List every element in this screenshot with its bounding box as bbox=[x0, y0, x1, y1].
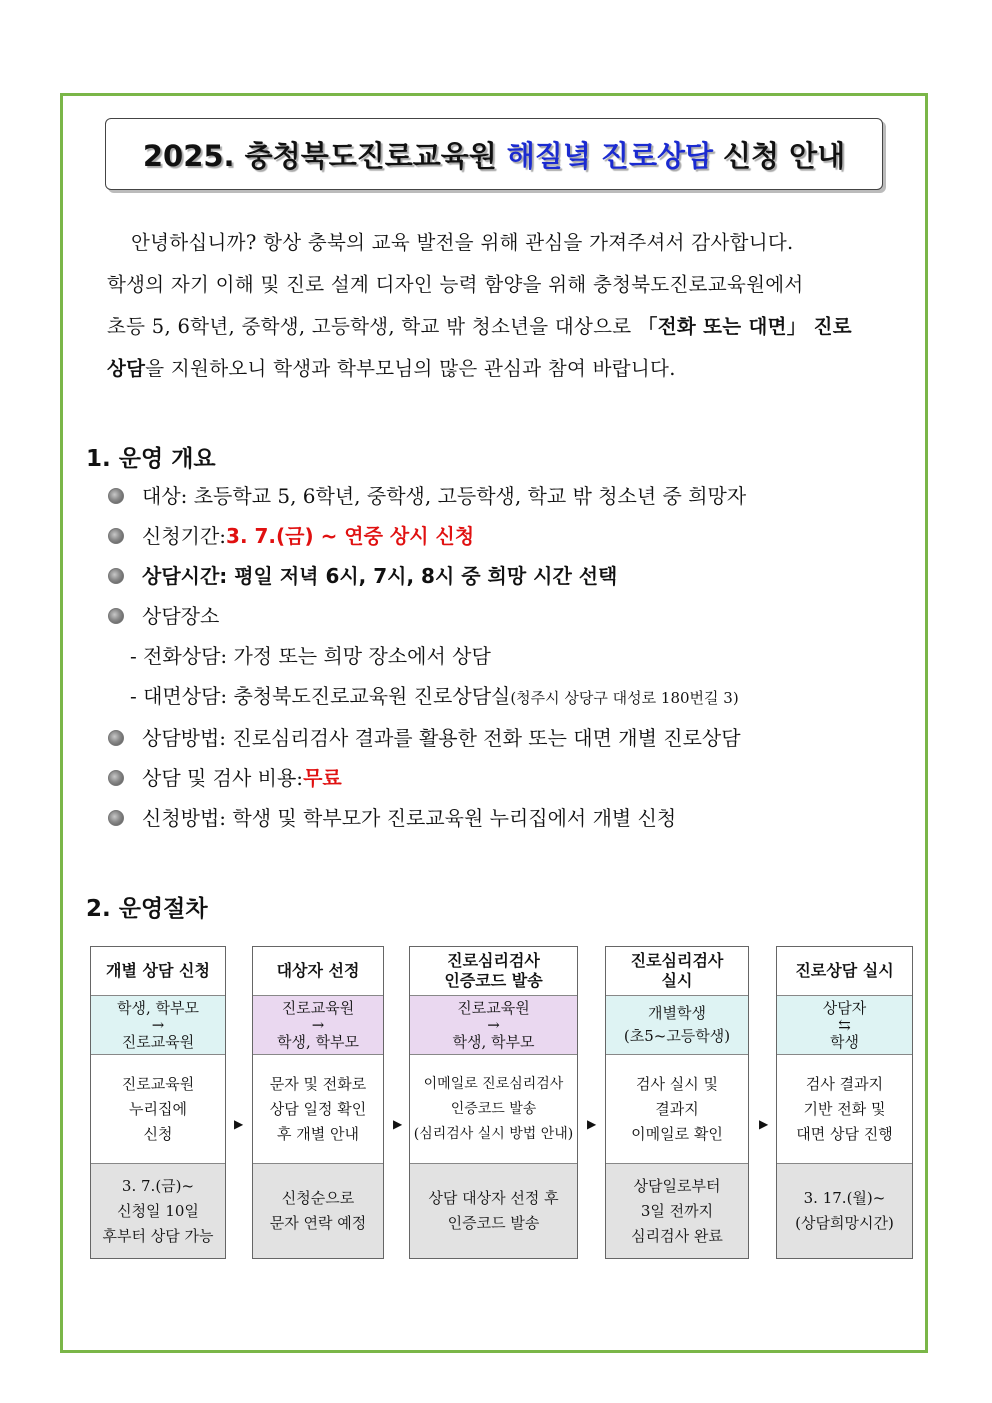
step-who: 상담자 ⇆ 학생 bbox=[777, 996, 912, 1055]
section-2-heading: 2. 운영절차 bbox=[86, 896, 208, 922]
place-visit-text: - 대면상담: 충청북도진로교육원 진로상담실 bbox=[130, 684, 511, 708]
title-part-2: 해질녘 진로상담 bbox=[506, 138, 713, 173]
apply-text: 신청방법: 학생 및 학부모가 진로교육원 누리집에서 개별 신청 bbox=[142, 806, 677, 830]
step-counsel bbox=[776, 946, 913, 1259]
step-who: 진로교육원 → 학생, 학부모 bbox=[253, 996, 383, 1055]
bullet-cost bbox=[108, 758, 908, 798]
step-action: 진로교육원 누리집에 신청 bbox=[91, 1055, 225, 1164]
overview-list bbox=[108, 476, 908, 838]
arrow-right-icon: ▶ bbox=[234, 1117, 244, 1131]
step-test bbox=[605, 946, 749, 1259]
step-header: 진로상담 실시 bbox=[777, 947, 912, 996]
period-label: 신청기간: bbox=[142, 524, 227, 548]
intro-line-2: 학생의 자기 이해 및 진로 설계 디자인 능력 함양을 위해 충청북도진로교육원에서 bbox=[107, 273, 804, 296]
method-text: 상담방법: 진로심리검사 결과를 활용한 전화 또는 대면 개별 진로상담 bbox=[142, 726, 741, 750]
arrow-right-icon: ▶ bbox=[393, 1117, 403, 1131]
cost-label: 상담 및 검사 비용: bbox=[142, 766, 304, 790]
intro-line-3-bold: 「전화 또는 대면」 진로 bbox=[637, 315, 852, 338]
arrow-right-icon: ▶ bbox=[759, 1117, 769, 1131]
title-part-3: 신청 안내 bbox=[723, 138, 846, 173]
bullet-dot-icon bbox=[108, 608, 124, 624]
period-value: 3. 7.(금) ~ 연중 상시 신청 bbox=[226, 524, 475, 548]
step-action: 검사 결과지 기반 전화 및 대면 상담 진행 bbox=[777, 1055, 912, 1164]
bullet-dot-icon bbox=[108, 568, 124, 584]
bullet-dot-icon bbox=[108, 528, 124, 544]
step-action: 문자 및 전화로 상담 일정 확인 후 개별 안내 bbox=[253, 1055, 383, 1164]
step-header: 대상자 선정 bbox=[253, 947, 383, 996]
step-action: 이메일로 진로심리검사 인증코드 발송 (심리검사 실시 방법 안내) bbox=[410, 1055, 577, 1164]
bullet-apply bbox=[108, 798, 908, 838]
intro-line-4-text: 을 지원하오니 학생과 학부모님의 많은 관심과 참여 바랍니다. bbox=[145, 357, 676, 380]
bullet-dot-icon bbox=[108, 730, 124, 746]
step-footer: 상담 대상자 선정 후 인증코드 발송 bbox=[410, 1164, 577, 1258]
place-text: 상담장소 bbox=[142, 604, 220, 628]
step-apply bbox=[90, 946, 226, 1259]
step-who: 진로교육원 → 학생, 학부모 bbox=[410, 996, 577, 1055]
place-visit-address: (청주시 상당구 대성로 180번길 3) bbox=[510, 689, 739, 707]
place-phone: - 전화상담: 가정 또는 희망 장소에서 상담 bbox=[130, 644, 491, 668]
page-title bbox=[105, 118, 883, 190]
step-footer: 상담일로부터 3일 전까지 심리검사 완료 bbox=[606, 1164, 748, 1258]
step-footer: 3. 17.(월)~ (상담희망시간) bbox=[777, 1164, 912, 1258]
step-action: 검사 실시 및 결과지 이메일로 확인 bbox=[606, 1055, 748, 1164]
intro-line-4-bold: 상담 bbox=[107, 357, 146, 380]
bullet-dot-icon bbox=[108, 488, 124, 504]
bullet-dot-icon bbox=[108, 810, 124, 826]
bullet-target bbox=[108, 476, 908, 516]
step-header: 개별 상담 신청 bbox=[91, 947, 225, 996]
bullet-time bbox=[108, 556, 908, 596]
place-visit bbox=[108, 676, 908, 718]
intro-paragraph bbox=[107, 222, 907, 390]
bullet-period bbox=[108, 516, 908, 556]
intro-line-3 bbox=[107, 306, 907, 348]
step-footer: 3. 7.(금)~ 신청일 10일 후부터 상담 가능 bbox=[91, 1164, 225, 1258]
step-header: 진로심리검사 인증코드 발송 bbox=[410, 947, 577, 996]
title-part-1: 2025. 충청북도진로교육원 bbox=[142, 138, 497, 173]
step-send-code bbox=[409, 946, 578, 1259]
target-text: 대상: 초등학교 5, 6학년, 중학생, 고등학생, 학교 밖 청소년 중 희망자 bbox=[142, 484, 747, 508]
cost-value: 무료 bbox=[303, 766, 342, 790]
arrow-right-icon: ▶ bbox=[587, 1117, 597, 1131]
section-1-heading: 1. 운영 개요 bbox=[86, 446, 216, 472]
bullet-dot-icon bbox=[108, 770, 124, 786]
intro-line-3-text: 초등 5, 6학년, 중학생, 고등학생, 학교 밖 청소년을 대상으로 bbox=[107, 315, 638, 338]
step-select bbox=[252, 946, 384, 1259]
time-text: 상담시간: 평일 저녁 6시, 7시, 8시 중 희망 시간 선택 bbox=[142, 564, 618, 588]
bullet-method bbox=[108, 718, 908, 758]
step-header: 진로심리검사 실시 bbox=[606, 947, 748, 996]
step-who: 학생, 학부모 → 진로교육원 bbox=[91, 996, 225, 1055]
intro-line-1: 안녕하십니까? 항상 충북의 교육 발전을 위해 관심을 가져주셔서 감사합니다. bbox=[131, 231, 794, 254]
step-footer: 신청순으로 문자 연락 예정 bbox=[253, 1164, 383, 1258]
intro-line-4 bbox=[107, 348, 907, 390]
step-who: 개별학생 (초5~고등학생) bbox=[606, 996, 748, 1055]
bullet-place bbox=[108, 596, 908, 636]
